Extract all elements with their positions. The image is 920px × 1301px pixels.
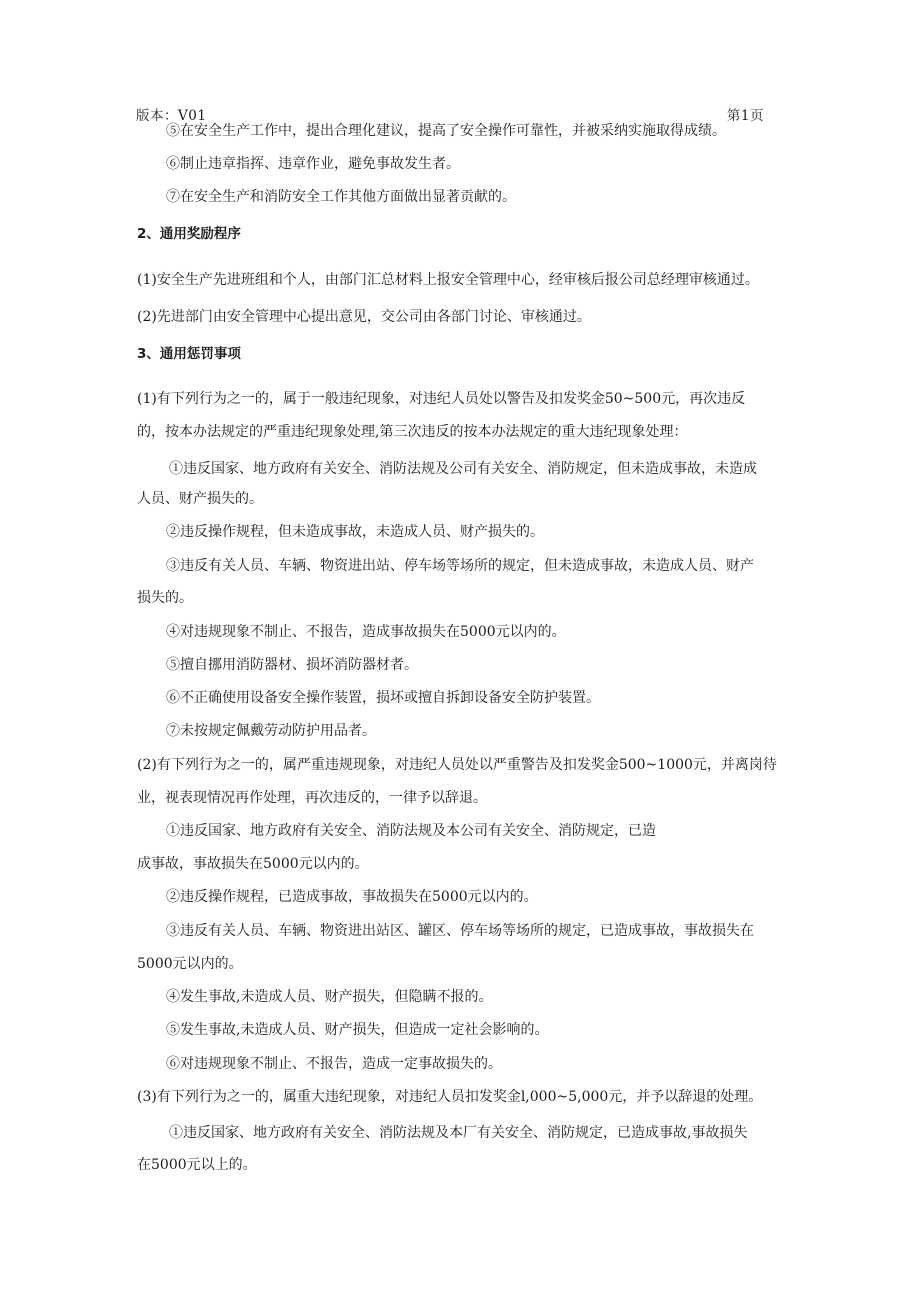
text-line: 损失的。 (137, 590, 193, 606)
text-line: 在5000元以上的。 (137, 1157, 257, 1173)
text-line: (3)有下列行为之一的，属重大违纪现象，对违纪人员扣发奖金l,000~5,000元，并予以辞退的处理。 (137, 1089, 763, 1105)
text-line: (1)安全生产先进班组和个人，由部门汇总材料上报安全管理中心，经审核后报公司总经理审核通过。 (137, 272, 759, 288)
version-label: 版本：V01 (136, 108, 207, 124)
text-line: (1)有下列行为之一的，属于一般违纪现象，对违纪人员处以警告及扣发奖金50~500元，再次违反 (137, 391, 746, 407)
text-line: ②违反操作规程，已造成事故，事故损失在5000元以内的。 (166, 889, 538, 905)
section-heading: 3、通用惩罚事项 (137, 346, 241, 362)
text-line: ⑥制止违章指挥、违章作业，避免事故发生者。 (166, 156, 460, 172)
text-line: ⑤擅自挪用消防器材、损坏消防器材者。 (166, 657, 418, 673)
text-line: ①违反国家、地方政府有关安全、消防法规及本厂有关安全、消防规定，已造成事故,事故损失 (169, 1125, 748, 1141)
text-line: ⑦未按规定佩戴劳动防护用品者。 (166, 723, 376, 739)
text-line: ①违反国家、地方政府有关安全、消防法规及本公司有关安全、消防规定，已造 (166, 823, 656, 839)
text-line: ①违反国家、地方政府有关安全、消防法规及公司有关安全、消防规定，但未造成事故，未造成 (169, 461, 757, 477)
text-line: ④发生事故,未造成人员、财产损失，但隐瞒不报的。 (166, 989, 493, 1005)
section-heading: 2、通用奖励程序 (137, 226, 241, 242)
text-line: ⑤在安全生产工作中，提出合理化建议，提高了安全操作可靠性，并被采纳实施取得成绩。 (166, 123, 726, 139)
text-line: (2)先进部门由安全管理中心提出意见，交公司由各部门讨论、审核通过。 (137, 309, 591, 325)
text-line: ③违反有关人员、车辆、物资进出站区、罐区、停车场等场所的规定，已造成事故，事故损失在 (166, 923, 754, 939)
text-line: 人员、财产损失的。 (137, 491, 263, 507)
text-line: ②违反操作规程，但未造成事故，未造成人员、财产损失的。 (166, 524, 544, 540)
text-line: (2)有下列行为之一的，属严重违规现象，对违纪人员处以严重警告及扣发奖金500~1000元，并离岗待 (137, 757, 777, 773)
text-line: ⑥对违规现象不制止、不报告，造成一定事故损失的。 (166, 1056, 502, 1072)
text-line: ③违反有关人员、车辆、物资进出站、停车场等场所的规定，但未造成事故，未造成人员、财产 (166, 558, 754, 574)
text-line: ⑥不正确使用设备安全操作装置，损坏或擅自拆卸设备安全防护装置。 (166, 690, 600, 706)
text-line: ④对违规现象不制止、不报告，造成事故损失在5000元以内的。 (166, 624, 566, 640)
text-line: ⑦在安全生产和消防安全工作其他方面做出显著贡献的。 (166, 189, 516, 205)
text-line: 业，视表现情况再作处理，再次违反的，一律予以辞退。 (137, 790, 487, 806)
text-line: 成事故，事故损失在5000元以内的。 (137, 856, 369, 872)
text-line: 5000元以内的。 (137, 956, 243, 972)
page-number: 第1页 (726, 108, 764, 124)
text-line: 的，按本办法规定的严重违纪现象处理,第三次违反的按本办法规定的重大违纪现象处理： (137, 424, 688, 440)
text-line: ⑤发生事故,未造成人员、财产损失，但造成一定社会影响的。 (166, 1022, 549, 1038)
